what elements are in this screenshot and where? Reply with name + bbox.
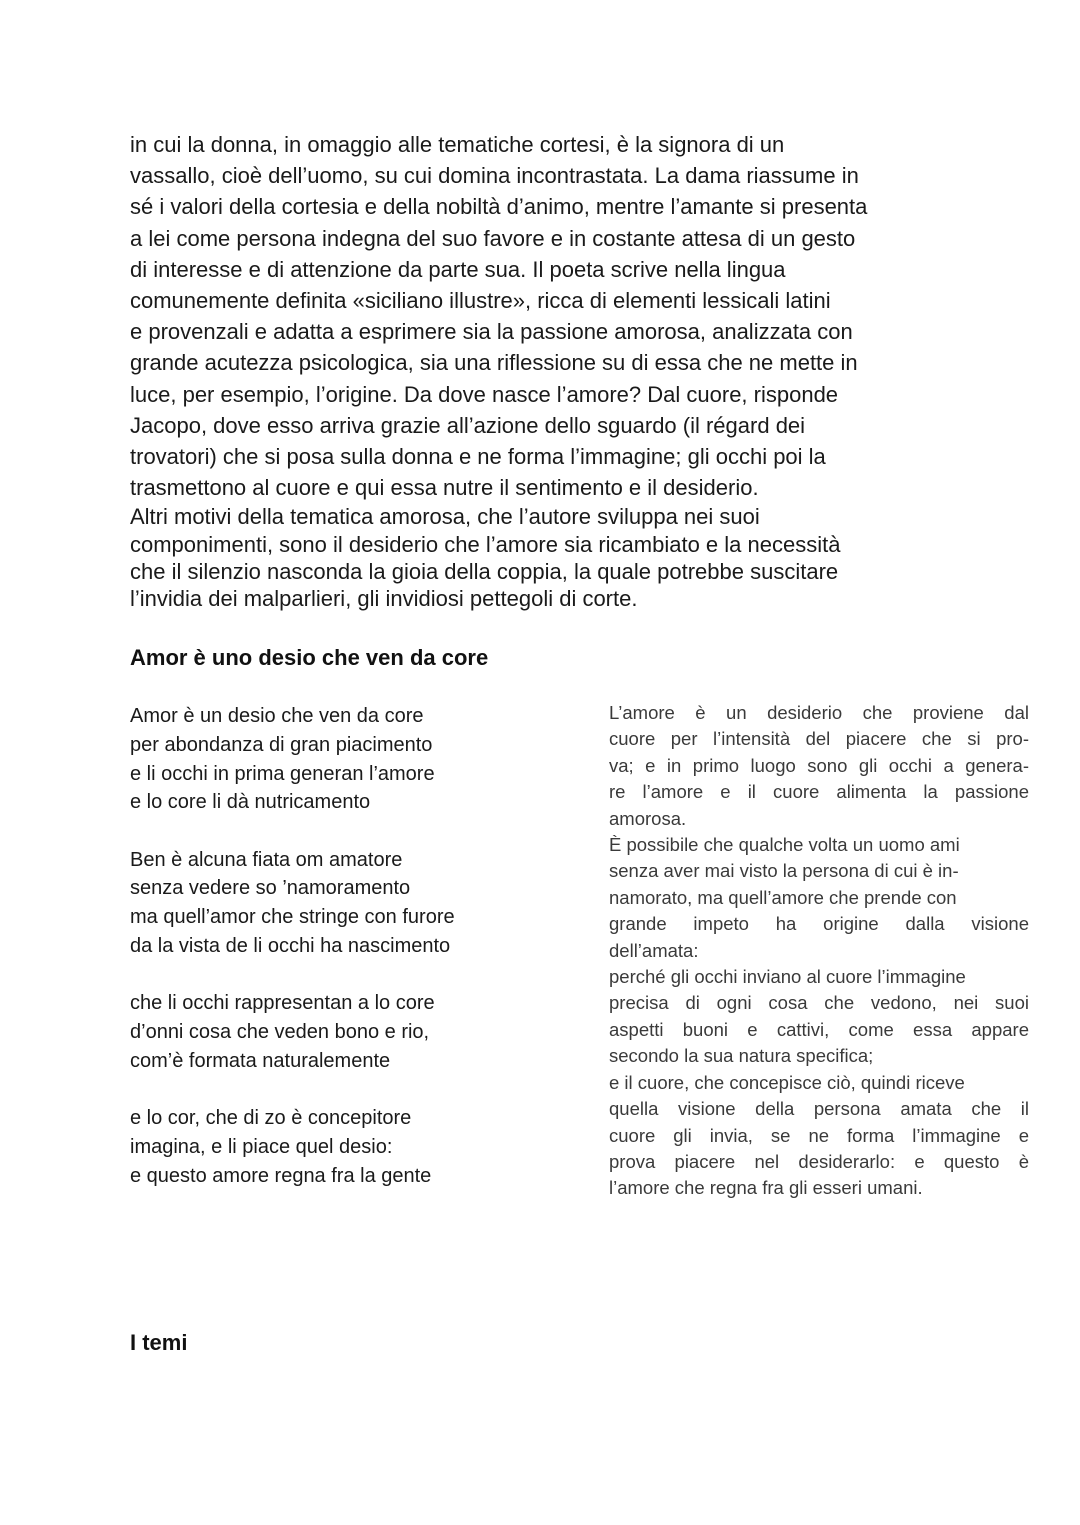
verse: e lo core li dà nutricamento [130,791,371,814]
text-line: a lei come persona indegna del suo favore e in costante attesa di un gesto [130,225,856,251]
verse: senza vedere so ’namoramento [130,877,411,900]
verse: Amor è un desio che ven da core [130,705,424,727]
text-line: vassallo, cioè dell’uomo, su cui domina incontrastata. La dama riassume in [130,163,859,189]
text-line: grande acutezza psicologica, sia una riflessione su di essa che ne mette in [130,350,858,376]
verse: per abondanza di gran piacimento [130,733,433,756]
paraphrase-line: È possibile che qualche volta un uomo ami [609,834,960,856]
text-line: comunemente definita «siciliano illustre», ricca di elementi lessicali latini [130,288,831,314]
text-line: luce, per esempio, l’origine. Da dove nasce l’amore? Dal cuore, risponde [130,381,839,407]
paraphrase-line: e il cuore, che concepisce ciò, quindi riceve [609,1071,965,1093]
paraphrase-line: grande impeto ha origine dalla visione [609,913,1029,935]
stanza [130,846,570,961]
poem-title: Amor è uno desio che ven da core [130,645,489,670]
paraphrase-line: senza aver mai visto la persona di cui è in- [609,860,959,882]
text-line: trasmettono al cuore e qui essa nutre il sentimento e il desiderio. [130,475,759,501]
paraphrase-line: prova piacere nel desiderarlo: e questo è [609,1150,1029,1172]
text-line: e provenzali e adatta a esprimere sia la passione amorosa, analizzata con [130,319,853,345]
paraphrase-line: namorato, ma quell’amore che prende con [609,886,957,908]
verse: d’onni cosa che veden bono e rio, [130,1021,430,1044]
paraphrase-line: precisa di ogni cosa che vedono, nei suoi [609,992,1029,1014]
paraphrase-line: va; e in primo luogo sono gli occhi a genera- [609,754,1029,776]
verse: ma quell’amor che stringe con furore [130,906,455,929]
text-line: Altri motivi della tematica amorosa, che l’autore sviluppa nei suoi [130,504,760,530]
stanza [130,1104,570,1190]
intro-paragraph [130,129,960,613]
verse: imagina, e li piace quel desio: [130,1136,393,1159]
verse: Ben è alcuna fiata om amatore [130,848,403,871]
paraphrase-line: amorosa. [609,807,687,829]
paraphrase-line: perché gli occhi inviano al cuore l’immagine [609,966,966,988]
verse: che li occhi rappresentan a lo core [130,992,435,1015]
verse: e lo cor, che di zo è concepitore [130,1107,412,1130]
paraphrase-line: dell’amata: [609,939,699,961]
paraphrase-line: secondo la sua natura specifica; [609,1045,874,1067]
poem-text [130,702,570,1219]
paraphrase-line: cuore per l’intensità del piacere che si pro- [609,728,1029,750]
text-line: trovatori) che si posa sulla donna e ne forma l’immagine; gli occhi poi la [130,444,826,470]
text-line: sé i valori della cortesia e della nobiltà d’animo, mentre l’amante si presenta [130,194,868,220]
stanza [130,989,570,1075]
paraphrase-line: l’amore che regna fra gli esseri umani. [609,1177,923,1199]
section-heading-themes: I temi [130,1330,188,1355]
verse: da la vista de li occhi ha nascimento [130,935,451,958]
paraphrase-text [609,700,1029,1202]
verse: com’è formata naturalemente [130,1049,391,1072]
paraphrase-line: cuore gli invia, se ne forma l’immagine e [609,1124,1029,1146]
paraphrase-line: re l’amore e il cuore alimenta la passione [609,781,1029,803]
paraphrase-line: quella visione della persona amata che il [609,1098,1029,1120]
stanza [130,702,570,817]
text-line: di interesse e di attenzione da parte sua. Il poeta scrive nella lingua [130,256,786,282]
verse: e li occhi in prima generan l’amore [130,762,435,785]
verse: e questo amore regna fra la gente [130,1164,432,1187]
text-line: che il silenzio nasconda la gioia della coppia, la quale potrebbe suscitare [130,559,839,585]
text-line: in cui la donna, in omaggio alle tematiche cortesi, è la signora di un [130,132,785,157]
paraphrase-line: L’amore è un desiderio che proviene dal [609,702,1029,723]
paraphrase-line: aspetti buoni e cattivi, come essa appare [609,1018,1029,1040]
text-line: componimenti, sono il desiderio che l’amore sia ricambiato e la necessità [130,531,841,557]
text-line: Jacopo, dove esso arriva grazie all’azione dello sguardo (il régard dei [130,412,806,438]
text-line: l’invidia dei malparlieri, gli invidiosi pettegoli di corte. [130,586,638,612]
